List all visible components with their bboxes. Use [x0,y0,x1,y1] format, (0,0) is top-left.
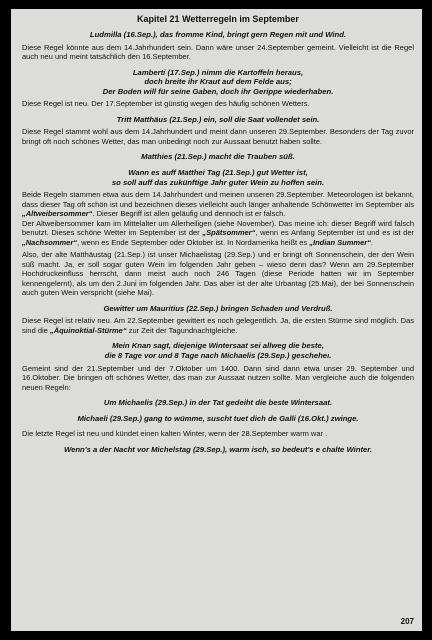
paragraph-matthaeus: Diese Regel stammt wohl aus dem 14.Jahrhundert und meint dann unseren 29.September. Besonders der Tag zuvor bringt oft noch schönes Wetter, das man unbedingt noch zur Aussaat benutzt haben sollte. [22,127,414,146]
paragraph-michaelistag: Also, der alte Matthäustag (21.Sep.) ist unser Michaelistag (29.Sep.) und er bringt oft Sonnenschein, der den Wein süß macht. Ja, er soll sogar guten Wein im folgenden Jahr geben – wieso denn das? Wenn am 29.September Hochdruckeinfluss herrscht, dann meist auch noch 246 Tagen (diese Periode hatten wir im September kennengelernt), als um den 2.Juni im folgenden Jahr. Das aber ist der alte Urbantag (25.Mai), der bei Sonnenschein auch guten Wein verspricht (siehe Mai). [22,250,414,298]
term-altweibersommer: „Altweibersommer“ [22,209,93,219]
term-aequinoktial-stuerme: „Äquinoktial-Stürme“ [49,325,127,335]
rule-matthies: Matthies (21.Sep.) macht die Trauben süß. [141,152,295,162]
rule-matthaeus: Tritt Matthäus (21.Sep.) ein, soll die Saat vollendet sein. [116,114,320,124]
chapter-title: Kapitel 21 Wetterregeln im September [137,14,299,24]
paragraph-lamberti: Diese Regel ist neu. Der 17.September ist günstig wegen des häufig schönen Wetters. [22,99,310,109]
rule-lamberti-line-2: doch breite ihr Kraut auf dem Felde aus; [144,77,292,87]
term-spaetsommer: „Spätsommer“ [202,228,256,238]
rule-lamberti-line-1: Lamberti (17.Sep.) nimm die Kartoffeln heraus, [132,67,304,77]
rule-michaeli-galli: Michaeli (29.Sep.) gang to wümme, suscht tuet dich de Galli (16.Okt.) zwinge. [77,413,359,423]
rule-knan-line-2: die 8 Tage vor und 8 Tage nach Michaelis (29.Sep.) gescheheı. [104,350,332,360]
rule-ludmilla: Ludmilla (16.Sep.), das fromme Kind, bringt gern Regen mit und Wind. [89,30,347,39]
paragraph-kalter-winter: Die letzte Regel ist neu und kündet einen kalten Winter, wenn der 28.September warm war . [22,429,328,439]
rule-knan-line-1: Mein Knan sagt, diejenige Wintersaat sei allweg die beste, [112,341,324,351]
rule-matthei-line-2: so soll auff das zukünftige Jahr guter Wein zu hoffen sein. [111,177,325,187]
page-number: 207 [400,616,414,626]
rule-matthei-line-1: Wann es auff Matthei Tag (21.Sep.) gut Wetter ist, [128,168,308,178]
rule-michelstag-nacht: Wenn's a der Nacht vor Michelstag (29.Sep.), warm isch, so bedeut's e chalte Winter. [63,444,373,454]
rule-michaelis-wintersaat: Um Michaelis (29.Sep.) in der Tat gedeiht die beste Wintersaat. [103,398,333,408]
paragraph-ludmilla: Diese Regel könnte aus dem 14.Jahrhundert sein. Dann wäre unser 24.September gemeint. Vielleicht ist die Regel auch neu und meint tatsächlich den 16.September. [22,42,414,62]
term-nachsommer: „Nachsommer“ [22,237,78,247]
book-page [11,9,422,631]
rule-mauritius: Gewitter um Mauritius (22.Sep.) bringen Schaden und Verdruß. [103,303,333,313]
rule-lamberti-line-3: Der Boden will für seine Gaben, doch ihr Gerippe wiederhaben. [102,86,334,96]
paragraph-wintersaat: Gemeint sind der 21.September und der 7.Oktober um 1400. Dann sind dann etwa unser 29. September und 16.Oktober. Die bringen oft schönes Wetter, das man zur Aussaat nutzen sollte. Man vergleiche auch die folgenden neuen Regeln: [22,363,414,392]
term-indian-summer: „Indian Summer“ [309,237,371,247]
paragraph-altweibersommer: Beide Regeln stammen etwa aus dem 14.Jahrhundert und meinen unseren 29.September. Meteorologen ist bekannt, dass dieser Tag oft schön ist und bezeichnen dieses vielleicht auch länger anhaltende Schönwetter im September als „Altweibersommer“. Dieser Begriff ist allen geläufig und dennoch ist er falsch. Der Altweibersommer kam im Mittelalter um Allerheiligen (siehe November). Das meine ich: dieser Begriff wird falsch benutzt. Dieses schöne Wetter im September ist der „Spätsommer“, wenn es Anfang September ist und es ist der „Nachsommer“, wenn es Ende September oder Oktober ist. In Nordamerika heißt es „Indian Summer“. [22,190,414,247]
paragraph-mauritius: Diese Regel ist relativ neu. Am 22.September gewittert es noch gelegentlich. Ja, die ersten Stürme sind möglich. Das sind die „Äquinoktial-Stürme“ zur Zeit der Tagundnachtgleiche. [22,316,414,335]
